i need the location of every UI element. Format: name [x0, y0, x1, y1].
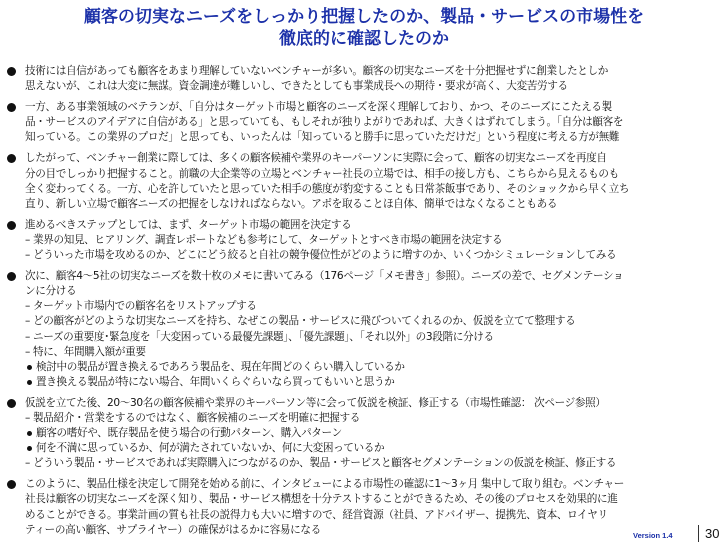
sub-bullet-dot-icon [27, 365, 32, 370]
bullet-dot-icon [7, 221, 16, 230]
bullet-dot-icon [7, 480, 16, 489]
bullet-paragraph-5 [6, 269, 722, 390]
bullet-paragraph-3 [6, 151, 722, 211]
dash-item: – 業界の知見、ヒアリング、調査レポートなども参考にして、ターゲットとすべき市場の範囲を決定する [25, 233, 503, 246]
bullet-paragraph-7 [6, 477, 722, 537]
text-line: 直り、新しい立場で顧客ニーズの把握をしなければならない。アポを取ることほ自体、簡単ではなくなることもある [25, 197, 558, 210]
text-line: 知っている。この業界のプロだ」と思っても、いったんは「知っていると勝手に思っていただけだ」という程度に考える方が無難 [25, 131, 620, 144]
text-line: 仮説を立てた後、20～30名の顧客候補や業界のキーパーソン等に会って仮説を検証、修正する（市場性確認： 次ページ参照） [25, 396, 606, 409]
text-line: めることができる。事業計画の質も社長の説得力も大いに増すので、経営資源（社員、アドバイザー、提携先、資本、ロイヤリ [25, 508, 608, 521]
bullet-dot-icon [7, 272, 16, 281]
title-line-1: 顧客の切実なニーズをしっかり把握したのか、製品・サービスの市場性を [83, 7, 645, 27]
bullet-paragraph-6 [6, 396, 722, 471]
bullet-paragraph-1 [6, 64, 722, 94]
text-line: ンに分ける [25, 285, 77, 298]
slide-title [0, 6, 728, 50]
text-line: 品・サービスのアイデアに自信がある」と思っていても、もしそれが独りよがりであれば、大きくはずれてしまう。「自分は顧客を [25, 116, 624, 129]
dash-item: – ターゲット市場内での顧客名をリストアップする [25, 300, 257, 313]
text-line: このように、製品仕様を決定して開発を始める前に、インタビューによる市場性の確認に1～3ヶ月 集中して取り組む。ベンチャー [25, 478, 624, 491]
dash-item: – 特に、年間購入額が重要 [25, 345, 146, 358]
dash-item: – 製品紹介・営業をするのではなく、顧客候補のニーズを明確に把握する [25, 411, 361, 424]
sub-bullet-dot-icon [27, 380, 32, 385]
dash-item: – どういった市場を攻めるのか、どこにどう絞ると自社の競争優位性がどのように増すのか、いくつかシミュレーションしてみる [25, 249, 617, 262]
sub-bullet-text: 置き換える製品が特にない場合、年間いくらぐらいなら買ってもいいと思うか [36, 375, 395, 388]
dash-item: – どの顧客がどのような切実なニーズを持ち、なぜこの製品・サービスに飛びついてくれるのか、仮説を立てて整理する [25, 315, 576, 328]
bullet-dot-icon [7, 399, 16, 408]
text-line: 技術には自信があっても顧客をあまり理解していないベンチャーが多い。顧客の切実なニーズを十分把握せずに創業したとしか [25, 65, 608, 77]
bullet-paragraph-2 [6, 100, 722, 145]
text-line: 一方、ある事業領域のベテランが、「自分はターゲット市場と顧客のニーズを深く理解しており、かつ、そのニーズにこたえる製 [25, 101, 612, 114]
text-line: 分の目でしっかり把握すること。前職の大企業等の立場とベンチャー社長の立場では、相手の接し方も、こちらから見えるものも [25, 167, 619, 180]
text-line: したがって、ベンチャー創業に際しては、多くの顧客候補や業界のキーパーソンに実際に会って、顧客の切実なニーズを再度自 [25, 152, 607, 165]
text-line: 思えないが、これは大変に無謀。資金調達が難しいし、できたとしても事業成長への期待・要求が高く、大変苦労する [25, 80, 568, 93]
bullet-dot-icon [7, 103, 16, 112]
text-line: ティーの高い顧客、サプライヤー）の確保がはるかに容易になる [25, 523, 321, 536]
title-line-2: 徹底的に確認したのか [279, 29, 449, 49]
version-label: Version 1.4 [633, 531, 673, 540]
sub-bullet-dot-icon [27, 431, 32, 436]
text-line: 次に、顧客4～5社の切実なニーズを数十枚のメモに書いてみる（176ページ「メモ書き」参照）。ニーズの差で、セグメンテーショ [25, 270, 624, 283]
slide-body [6, 64, 722, 544]
text-line: 社長は顧客の切実なニーズを深く知り、製品・サービス構想を十分テストすることができるため、その後のプロセスを効果的に進 [25, 493, 618, 506]
text-line: 全く変わってくる。一方、心を許していたと思っていた相手の態度が豹変することも日常茶飯事であり、そのショックから早く立ち [25, 182, 630, 195]
page-number-divider [698, 525, 699, 542]
bullet-dot-icon [7, 67, 16, 76]
page-number: 30 [705, 526, 720, 541]
bullet-paragraph-4 [6, 218, 722, 263]
sub-bullet-text: 顧客の嗜好や、既存製品を使う場合の行動パターン、購入パターン [36, 427, 342, 440]
sub-bullet-dot-icon [27, 446, 32, 451]
dash-item: – ニーズの重要度･緊急度を「大変困っている最優先課題」、「優先課題」、「それ以外」の3段階に分ける [25, 330, 494, 343]
sub-bullet-item [25, 441, 722, 456]
sub-bullet-item [25, 426, 722, 441]
sub-bullet-item [25, 375, 722, 390]
sub-bullet-item [25, 360, 722, 375]
text-line: 進めるべきステップとしては、まず、ターゲット市場の範囲を決定する [25, 218, 352, 231]
bullet-dot-icon [7, 154, 16, 163]
sub-bullet-text: 検討中の製品が置き換えるであろう製品を、現在年間どのくらい購入しているか [36, 360, 405, 373]
dash-item: – どういう製品・サービスであれば実際購入につながるのか、製品・サービスと顧客セグメンテーションの仮説を検証、修正する [25, 457, 617, 470]
sub-bullet-text: 何を不満に思っているか、何が満たされていないか、何に大変困っているか [36, 442, 385, 455]
